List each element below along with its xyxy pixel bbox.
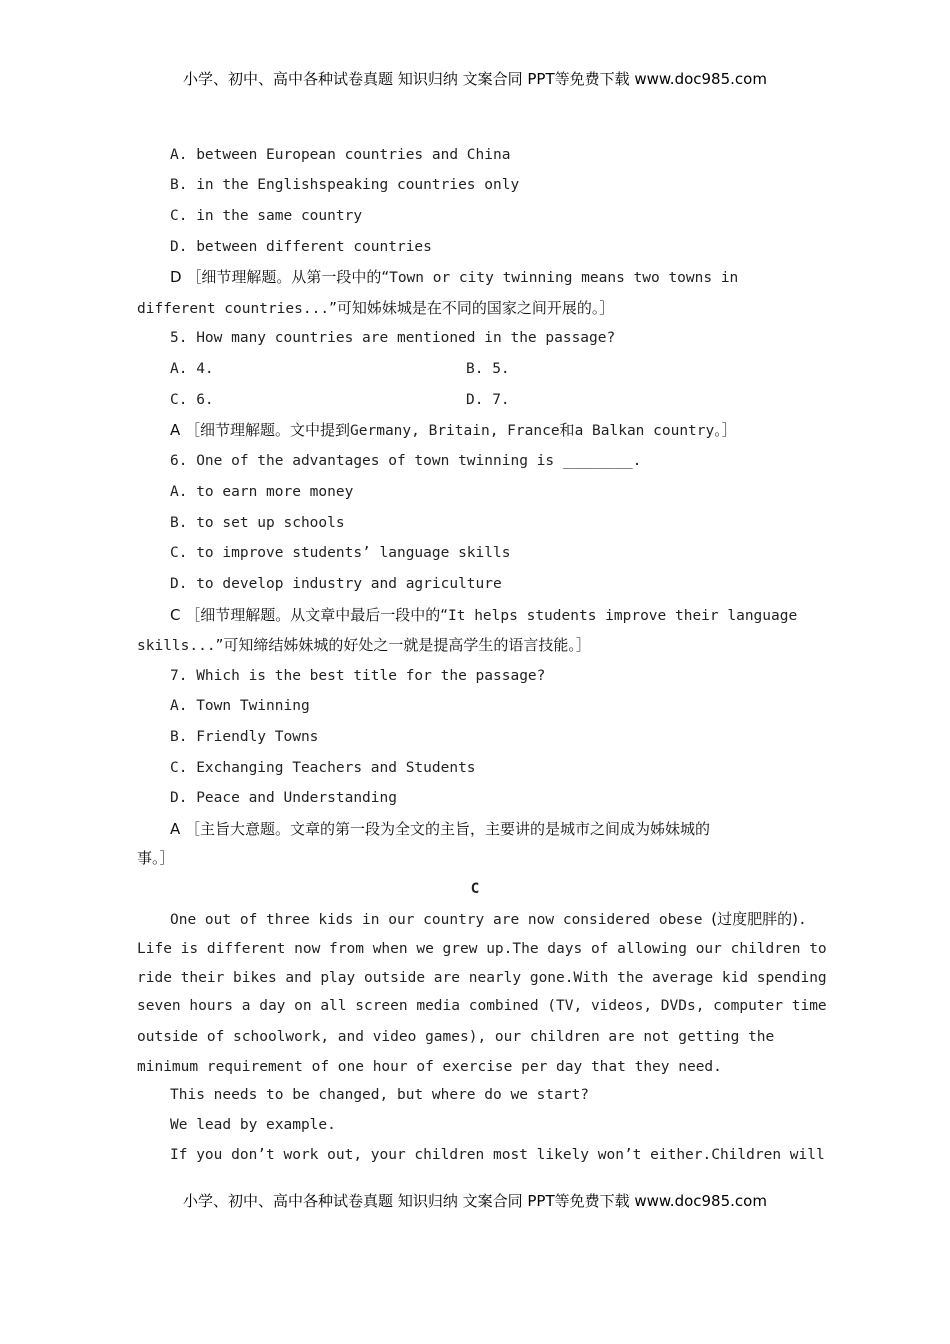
- q5-option-d: D. 7.: [466, 392, 510, 408]
- q5-question: 5. How many countries are mentioned in the passage?: [170, 330, 616, 346]
- q5-option-a: A. 4.: [170, 361, 214, 377]
- q6-question: 6. One of the advantages of town twinning is ________.: [170, 453, 642, 469]
- passage-line-1: [0, 909, 950, 930]
- q6-answer-prefix: C ［细节理解题。从文章中最后一段中的“: [170, 606, 449, 624]
- q7-question: 7. Which is the best title for the passage?: [170, 668, 546, 684]
- passage-gloss: (过度肥胖的): [711, 910, 798, 928]
- q7-option-a: A. Town Twinning: [170, 698, 310, 714]
- q4-answer-quote: Town or city twinning means two towns in: [389, 270, 739, 286]
- q6-option-a: A. to earn more money: [170, 484, 354, 500]
- q5-option-b: B. 5.: [466, 361, 510, 377]
- q5-options-row1: [0, 359, 950, 379]
- q7-option-d: D. Peace and Understanding: [170, 790, 397, 806]
- passage-line-4: seven hours a day on all screen media combined (TV, videos, DVDs, computer time: [137, 998, 827, 1014]
- q4-answer-prefix: D ［细节理解题。从第一段中的“: [170, 268, 390, 286]
- q5-answer-countries: Germany, Britain, France: [350, 423, 560, 439]
- q4-option-a: A. between European countries and China: [170, 147, 511, 163]
- passage-line-9: If you don’t work out, your children most likely won’t either.Children will: [170, 1147, 825, 1163]
- q5-option-c: C. 6.: [170, 392, 214, 408]
- q5-answer-end: 。］: [714, 421, 737, 439]
- q7-option-b: B. Friendly Towns: [170, 729, 319, 745]
- passage-line-7: This needs to be changed, but where do we start?: [170, 1087, 590, 1103]
- q4-answer-line1: [0, 267, 950, 288]
- passage-line-5: outside of schoolwork, and video games), our children are not getting the: [137, 1029, 775, 1045]
- passage-line-1-end: .: [797, 912, 807, 928]
- q6-answer-quote: It helps students improve their language: [448, 608, 798, 624]
- q6-option-b: B. to set up schools: [170, 515, 345, 531]
- page-header: 小学、初中、高中各种试卷真题 知识归纳 文案合同 PPT等免费下载 www.doc985.com: [183, 70, 767, 88]
- page-footer: 小学、初中、高中各种试卷真题 知识归纳 文案合同 PPT等免费下载 www.doc985.com: [183, 1192, 767, 1210]
- q5-options-row2: [0, 390, 950, 410]
- passage-line-6: minimum requirement of one hour of exercise per day that they need.: [137, 1059, 722, 1075]
- q6-option-d: D. to develop industry and agriculture: [170, 576, 502, 592]
- passage-line-1-text: One out of three kids in our country are now considered obese: [170, 912, 712, 928]
- q4-option-b: B. in the Englishspeaking countries only: [170, 177, 520, 193]
- q6-answer-line2: [0, 635, 950, 656]
- q5-answer-and: 和: [559, 421, 575, 439]
- q6-answer-line1: [0, 605, 950, 626]
- q7-answer-line2: 事。］: [137, 849, 175, 867]
- section-heading: C: [470, 881, 480, 897]
- q4-answer-quote-end: different countries...: [137, 301, 330, 317]
- passage-line-3: ride their bikes and play outside are nearly gone.With the average kid spending: [137, 970, 827, 986]
- passage-line-8: We lead by example.: [170, 1117, 336, 1133]
- q4-answer-line2: [0, 298, 950, 319]
- q6-answer-explain: ”可知缔结姊妹城的好处之一就是提高学生的语言技能。］: [215, 636, 591, 654]
- q4-option-c: C. in the same country: [170, 208, 363, 224]
- passage-line-2: Life is different now from when we grew up.The days of allowing our children to: [137, 941, 827, 957]
- q7-answer-line1: A ［主旨大意题。文章的第一段为全文的主旨，主要讲的是城市之间成为姊妹城的: [170, 820, 711, 838]
- q6-option-c: C. to improve students’ language skills: [170, 545, 511, 561]
- q5-answer: [0, 420, 950, 441]
- q4-option-d: D. between different countries: [170, 239, 432, 255]
- q5-answer-balkan: a Balkan country: [574, 423, 715, 439]
- q5-answer-prefix: A ［细节理解题。文中提到: [170, 421, 351, 439]
- q6-answer-quote-end: skills...: [137, 638, 216, 654]
- q4-answer-explain: ”可知姊妹城是在不同的国家之间开展的。］: [329, 299, 615, 317]
- q7-option-c: C. Exchanging Teachers and Students: [170, 760, 476, 776]
